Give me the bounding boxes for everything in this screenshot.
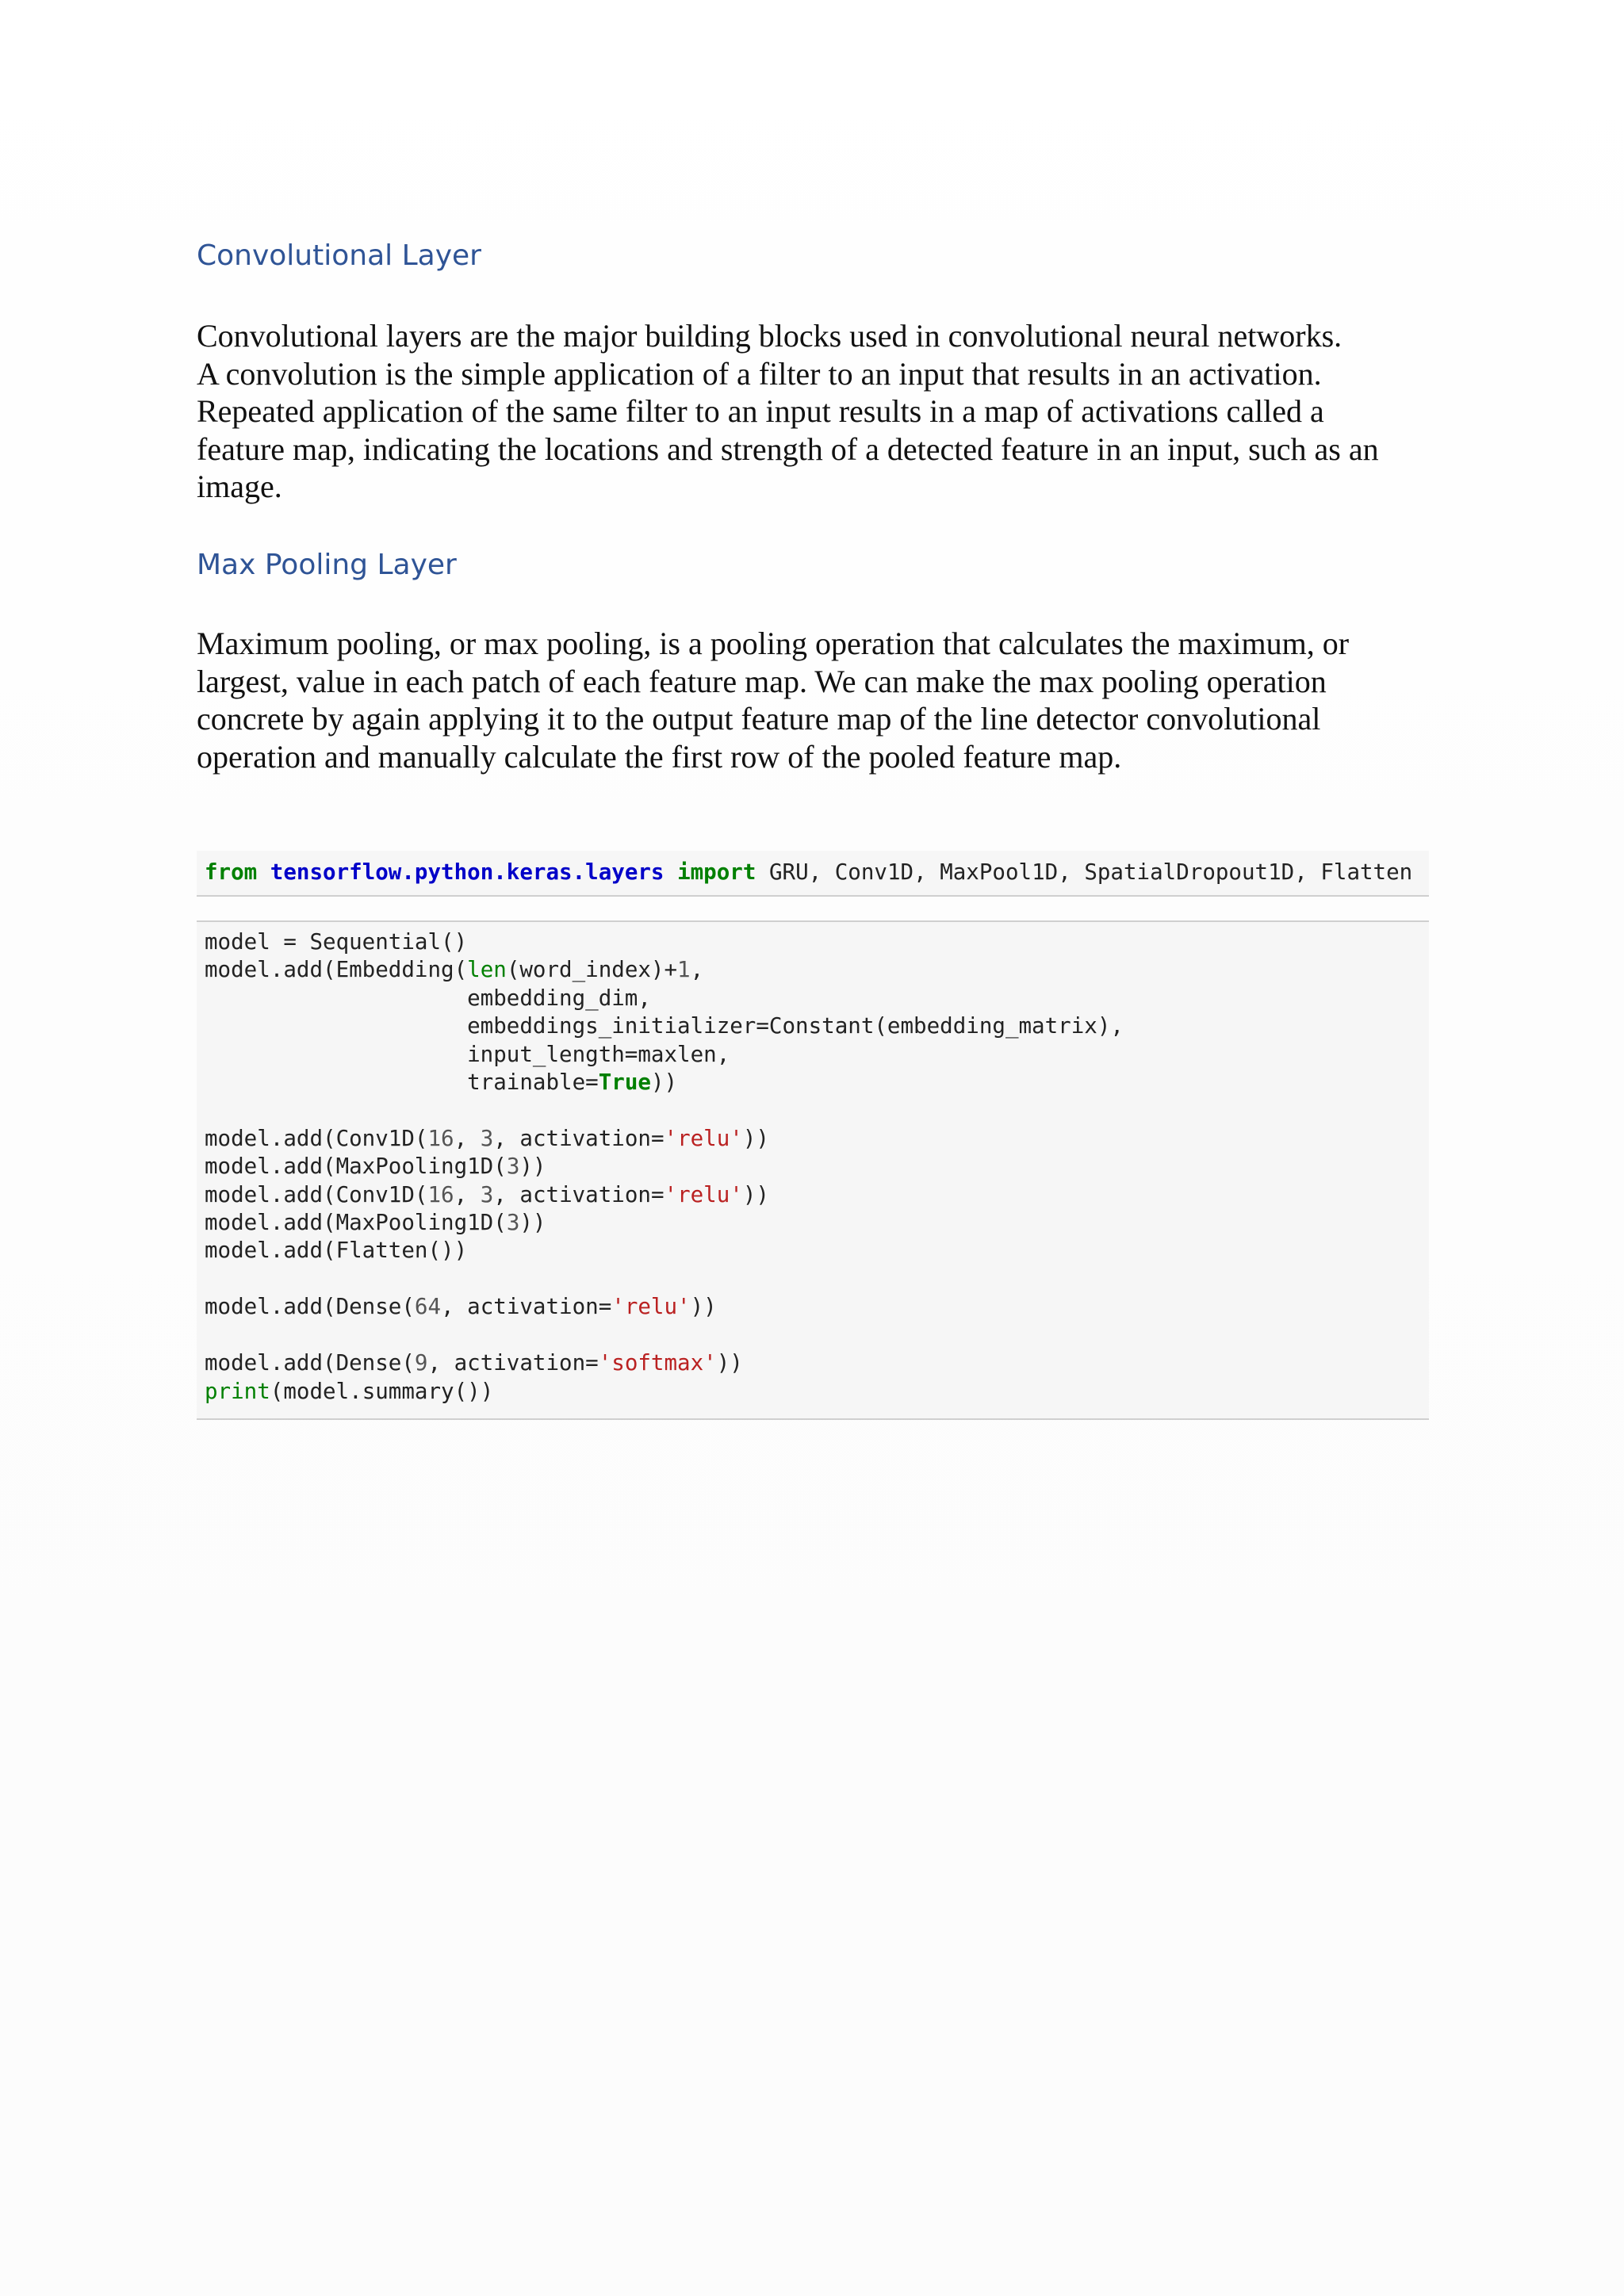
paragraph-line: Repeated application of the same filter to an input results in a map of activations called a [197,393,1324,429]
code-token: model.add(MaxPooling1D( [205,1154,507,1180]
paragraph-line: operation and manually calculate the first row of the pooled feature map. [197,738,1122,775]
code-token: import [677,859,756,885]
code-line [205,929,467,955]
section-heading-max-pooling-layer: Max Pooling Layer [197,549,457,581]
code-token: from [205,859,258,885]
code-token: , [454,1181,481,1207]
code-token: )) [519,1154,546,1180]
code-token: len [467,957,507,983]
code-block [205,928,1124,1406]
code-token: embeddings_initializer=Constant(embedding_matrix), [205,1013,1124,1039]
code-line [205,985,651,1011]
code-token: model.add(MaxPooling1D( [205,1210,507,1236]
paragraph-line: largest, value in each patch of each feature map. We can make the max pooling operation [197,663,1327,699]
code-block [205,859,1412,886]
code-token: embedding_dim, [205,985,651,1011]
code-token: 9 [414,1350,428,1376]
code-token: , activation= [427,1350,599,1376]
code-token: tensorflow.python.keras.layers [270,859,665,885]
code-line [205,1070,677,1095]
code-cell-model [197,920,1429,1420]
code-token: model = Sequential() [205,929,468,955]
code-line [205,1350,743,1376]
code-line [205,1013,1124,1039]
code-token [665,859,678,885]
code-token: 1 [677,957,691,983]
code-token: model.add(Dense( [205,1294,415,1320]
code-line [205,1154,546,1179]
code-cell-imports [197,851,1429,897]
code-token: model.add(Conv1D( [205,1125,428,1151]
code-token: model.add(Dense( [205,1350,415,1376]
code-token: 3 [506,1154,520,1180]
code-line [205,1238,467,1263]
code-token: print [205,1378,270,1404]
code-token: )) [716,1350,743,1376]
code-token: 64 [414,1294,442,1320]
code-line [205,1042,730,1067]
code-token: 3 [480,1181,494,1207]
code-token: , activation= [493,1125,665,1151]
code-token: trainable= [205,1070,599,1096]
code-line [205,1294,717,1319]
code-token: 16 [427,1181,454,1207]
code-token: 'relu' [664,1125,743,1151]
code-token: )) [690,1294,717,1320]
section-heading-convolutional-layer: Convolutional Layer [197,239,481,272]
code-token: , activation= [441,1294,612,1320]
code-line [205,957,703,982]
paragraph-line: Maximum pooling, or max pooling, is a pooling operation that calculates the maximum, or [197,626,1350,661]
code-token: 16 [427,1125,454,1151]
code-line [205,1182,769,1207]
code-line [205,859,1412,885]
paragraph-line: image. [197,469,282,504]
code-token: , [690,957,704,983]
code-line [205,1126,769,1151]
code-token: 'relu' [611,1294,691,1320]
code-token: model.add(Flatten()) [205,1238,468,1264]
code-token: (model.summary()) [270,1378,494,1404]
code-token: 3 [480,1125,494,1151]
code-token: True [598,1070,651,1096]
code-token: 'softmax' [598,1350,717,1376]
paragraph-line: Convolutional layers are the major building blocks used in convolutional neural networks. [197,318,1342,354]
code-token: GRU, Conv1D, MaxPool1D, SpatialDropout1D, Flatten [756,859,1413,885]
code-token: model.add(Conv1D( [205,1181,428,1207]
code-token: )) [519,1210,546,1236]
code-token: model.add(Embedding( [205,957,468,983]
paragraph-line: concrete by again applying it to the output feature map of the line detector convolutional [197,701,1321,737]
code-line [205,1210,546,1235]
paragraph-max-pooling-layer [197,625,1434,775]
code-token: 3 [506,1210,520,1236]
paragraph-line: A convolution is the simple application of a filter to an input that results in an activation. [197,355,1322,392]
code-line [205,1379,493,1404]
code-token: )) [742,1181,769,1207]
code-token: )) [742,1125,769,1151]
code-token: 'relu' [664,1181,743,1207]
paragraph-convolutional-layer [197,317,1434,506]
code-token: , [454,1125,481,1151]
code-token: , activation= [493,1181,665,1207]
code-token: )) [650,1070,678,1096]
code-token: input_length=maxlen, [205,1041,730,1067]
paragraph-line: feature map, indicating the locations and strength of a detected feature in an input, such as an [197,430,1379,467]
code-token: (word_index)+ [506,957,678,983]
code-token [257,859,270,885]
